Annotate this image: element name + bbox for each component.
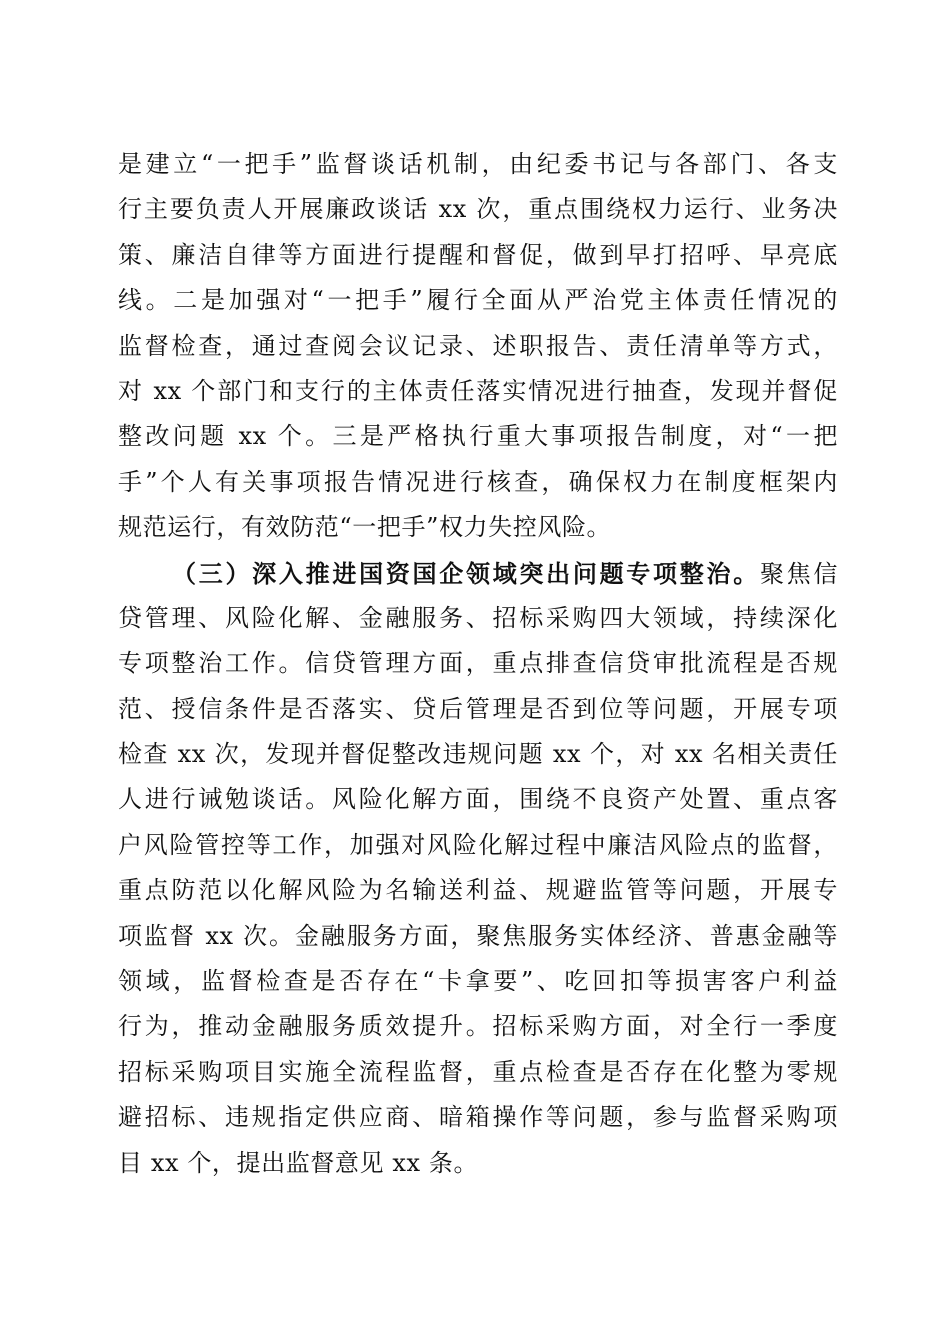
paragraph-1-line: 是建立“一把手”监督谈话机制，由纪委书记与各部门、各支 xyxy=(118,150,838,178)
paragraph-2-first-line xyxy=(118,551,838,596)
paragraph-2-line: 贷管理、风险化解、金融服务、招标采购四大领域，持续深化 xyxy=(118,603,838,632)
paragraph-2-line: 行为，推动金融服务质效提升。招标采购方面，对全行一季度 xyxy=(118,1012,838,1041)
paragraph-2-line: 户风险管控等工作，加强对风险化解过程中廉洁风险点的监督， xyxy=(118,830,838,859)
document-body xyxy=(118,142,838,1186)
paragraph-1-line: 策、廉洁自律等方面进行提醒和督促，做到早打招呼、早亮底 xyxy=(118,240,838,269)
paragraph-2-line: 项监督 xx 次。金融服务方面，聚焦服务实体经济、普惠金融等 xyxy=(118,921,838,950)
paragraph-2-line: 范、授信条件是否落实、贷后管理是否到位等问题，开展专项 xyxy=(118,694,838,723)
paragraph-1-line: 行主要负责人开展廉政谈话 xx 次，重点围绕权力运行、业务决 xyxy=(118,195,838,224)
paragraph-1-line: 对 xx 个部门和支行的主体责任落实情况进行抽查，发现并督促 xyxy=(118,376,838,405)
paragraph-1-line: 监督检查，通过查阅会议记录、述职报告、责任清单等方式， xyxy=(118,331,838,360)
paragraph-2-line: 目 xx 个，提出监督意见 xx 条。 xyxy=(118,1148,479,1177)
paragraph-1-line: 规范运行，有效防范“一把手”权力失控风险。 xyxy=(118,513,612,542)
paragraph-1-line: 手”个人有关事项报告情况进行核查，确保权力在制度框架内 xyxy=(118,467,838,496)
section-heading: （三）深入推进国资国企领域突出问题专项整治。 xyxy=(172,558,760,588)
paragraph-1-line: 线。二是加强对“一把手”履行全面从严治党主体责任情况的 xyxy=(118,286,838,315)
paragraph-2-line: 重点防范以化解风险为名输送利益、规避监管等问题，开展专 xyxy=(118,876,838,905)
paragraph-1-line: 整改问题 xx 个。三是严格执行重大事项报告制度，对“一把 xyxy=(118,422,838,451)
paragraph-2-line: 避招标、违规指定供应商、暗箱操作等问题，参与监督采购项 xyxy=(118,1103,838,1132)
paragraph-2-line: 招标采购项目实施全流程监督，重点检查是否存在化整为零规 xyxy=(118,1057,838,1086)
paragraph-2-line: 领域，监督检查是否存在“卡拿要”、吃回扣等损害客户利益 xyxy=(118,967,838,996)
paragraph-2-first-line-text: 聚焦信 xyxy=(759,559,838,588)
paragraph-2-line: 人进行诫勉谈话。风险化解方面，围绕不良资产处置、重点客 xyxy=(118,785,838,814)
paragraph-2-line: 专项整治工作。信贷管理方面，重点排查信贷审批流程是否规 xyxy=(118,649,838,678)
paragraph-2-line: 检查 xx 次，发现并督促整改违规问题 xx 个，对 xx 名相关责任 xyxy=(118,740,838,769)
